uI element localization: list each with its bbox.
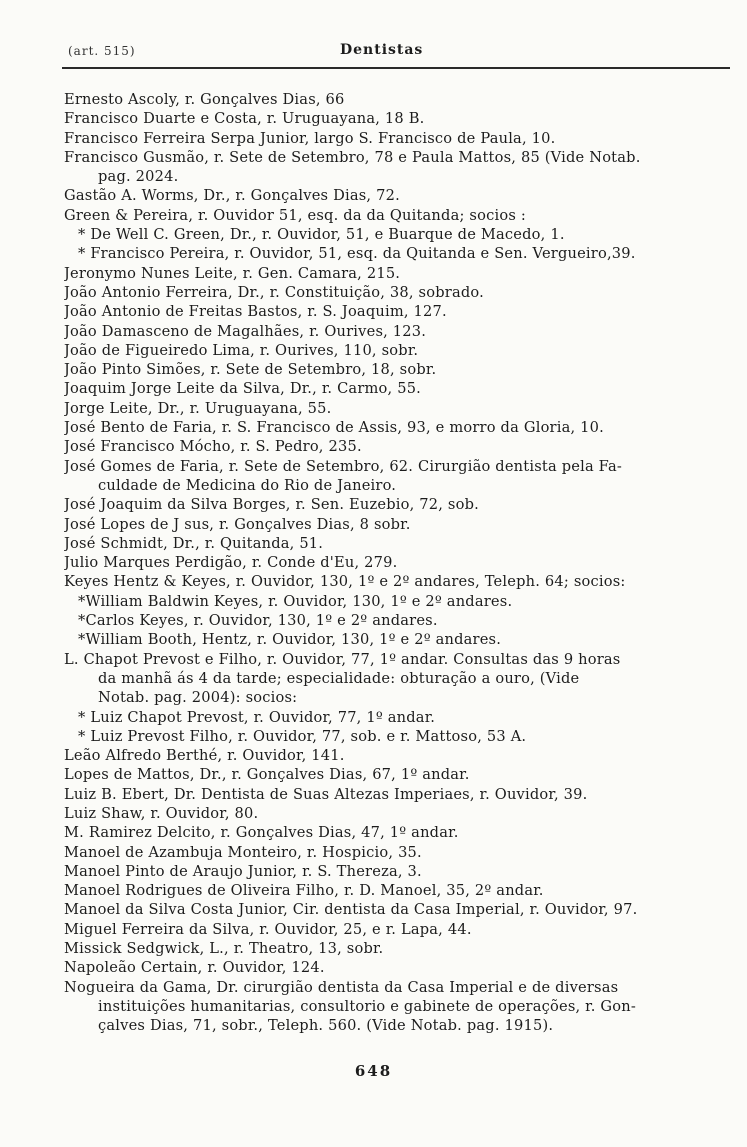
entry-line: Napoleão Certain, r. Ouvidor, 124. [64,959,325,977]
entry-line: Luiz B. Ebert, Dr. Dentista de Suas Altezas Imperiaes, r. Ouvidor, 39. [64,785,588,803]
header-rule [62,67,730,69]
entry-line: João de Figueiredo Lima, r. Ourives, 110, sobr. [64,341,419,359]
entry-continuation-line: *William Booth, Hentz, r. Ouvidor, 130, 1º e 2º andares. [78,631,502,649]
entry-continuation-line: * Francisco Pereira, r. Ouvidor, 51, esq. da Quitanda e Sen. Vergueiro,39. [78,245,636,263]
entry-line: José Bento de Faria, r. S. Francisco de Assis, 93, e morro da Gloria, 10. [64,419,604,437]
entry-line: Manoel Rodrigues de Oliveira Filho, r. D. Manoel, 35, 2º andar. [64,882,544,900]
page-number: 648 [354,1062,393,1080]
entry-line: João Antonio Ferreira, Dr., r. Constituição, 38, sobrado. [64,283,484,301]
entry-line: Julio Marques Perdigão, r. Conde d'Eu, 279. [64,554,398,572]
entry-line: M. Ramirez Delcito, r. Gonçalves Dias, 47, 1º andar. [64,824,459,842]
entry-line: L. Chapot Prevost e Filho, r. Ouvidor, 77, 1º andar. Consultas das 9 horas [64,650,621,668]
entry-line: Francisco Duarte e Costa, r. Uruguayana, 18 B. [64,110,425,128]
entry-continuation-line: da manhã ás 4 da tarde; especialidade: obturação a ouro, (Vide [98,669,580,687]
article-reference: (art. 515) [68,44,136,58]
entry-line: José Joaquim da Silva Borges, r. Sen. Euzebio, 72, sob. [64,496,479,514]
directory-entries [64,90,719,1036]
entry-line: José Lopes de J sus, r. Gonçalves Dias, 8 sobr. [64,515,411,533]
entry-line: Manoel de Azambuja Monteiro, r. Hospicio, 35. [64,843,422,861]
entry-line: José Schmidt, Dr., r. Quitanda, 51. [64,534,324,552]
entry-line: José Francisco Mócho, r. S. Pedro, 235. [64,438,362,456]
entry-line: Francisco Ferreira Serpa Junior, largo S. Francisco de Paula, 10. [64,129,556,147]
entry-line: Manoel Pinto de Araujo Junior, r. S. Thereza, 3. [64,862,422,880]
entry-line: Keyes Hentz & Keyes, r. Ouvidor, 130, 1º e 2º andares, Teleph. 64; socios: [64,573,626,591]
section-title: Dentistas [340,42,424,58]
entry-continuation-line: instituições humanitarias, consultorio e gabinete de operações, r. Gon- [98,997,637,1015]
entry-line: Joaquim Jorge Leite da Silva, Dr., r. Carmo, 55. [64,380,422,398]
entry-line: Francisco Gusmão, r. Sete de Setembro, 78 e Paula Mattos, 85 (Vide Notab. [64,148,641,166]
entry-continuation-line: çalves Dias, 71, sobr., Teleph. 560. (Vide Notab. pag. 1915). [98,1017,554,1035]
entry-line: Manoel da Silva Costa Junior, Cir. dentista da Casa Imperial, r. Ouvidor, 97. [64,901,638,919]
entry-continuation-line: * De Well C. Green, Dr., r. Ouvidor, 51, e Buarque de Macedo, 1. [78,226,565,244]
entry-line: Ernesto Ascoly, r. Gonçalves Dias, 66 [64,91,345,108]
entry-line: Luiz Shaw, r. Ouvidor, 80. [64,804,259,822]
entry-line: João Antonio de Freitas Bastos, r. S. Joaquim, 127. [64,303,447,321]
entry-line: Miguel Ferreira da Silva, r. Ouvidor, 25, e r. Lapa, 44. [64,920,472,938]
entry-line: Jeronymo Nunes Leite, r. Gen. Camara, 215. [64,264,401,282]
entry-line: João Damasceno de Magalhães, r. Ourives, 123. [64,322,427,340]
entry-continuation-line: *Carlos Keyes, r. Ouvidor, 130, 1º e 2º andares. [78,612,438,630]
entry-line: Green & Pereira, r. Ouvidor 51, esq. da da Quitanda; socios : [64,206,526,224]
entry-line: Missick Sedgwick, L., r. Theatro, 13, sobr. [64,940,384,958]
entry-line: Nogueira da Gama, Dr. cirurgião dentista da Casa Imperial e de diversas [64,978,619,996]
entry-continuation-line: Notab. pag. 2004): socios: [98,689,298,707]
entry-continuation-line: culdade de Medicina do Rio de Janeiro. [98,476,397,494]
entry-line: João Pinto Simões, r. Sete de Setembro, 18, sobr. [64,361,437,379]
entry-line: Leão Alfredo Berthé, r. Ouvidor, 141. [64,747,345,765]
entry-line: José Gomes de Faria, r. Sete de Setembro, 62. Cirurgião dentista pela Fa- [64,457,623,475]
entry-line: Jorge Leite, Dr., r. Uruguayana, 55. [64,399,332,417]
entry-line: Lopes de Mattos, Dr., r. Gonçalves Dias, 67, 1º andar. [64,766,470,784]
entry-continuation-line: * Luiz Prevost Filho, r. Ouvidor, 77, sob. e r. Mattoso, 53 A. [78,727,527,745]
entry-continuation-line: * Luiz Chapot Prevost, r. Ouvidor, 77, 1º andar. [78,708,436,726]
entry-continuation-line: *William Baldwin Keyes, r. Ouvidor, 130, 1º e 2º andares. [78,592,513,610]
entry-continuation-line: pag. 2024. [98,168,179,186]
running-header [62,40,730,66]
entry-line: Gastão A. Worms, Dr., r. Gonçalves Dias, 72. [64,187,400,205]
